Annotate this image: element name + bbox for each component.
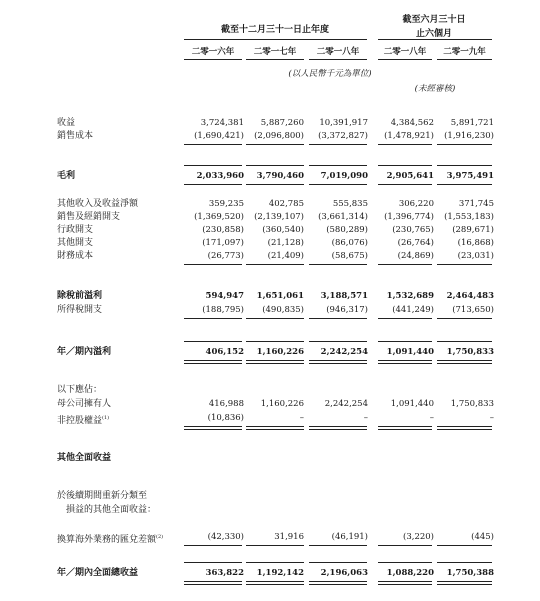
- row-label: [57, 531, 163, 546]
- total-rule: [309, 144, 367, 145]
- column-header-2017: 二零一七年: [253, 47, 297, 57]
- value-cell: 3,790,460: [256, 171, 304, 181]
- value-cell: (1,478,921): [384, 131, 434, 141]
- value-cell: 359,235: [208, 199, 244, 209]
- column-rule: [309, 59, 367, 60]
- total-rule: [309, 360, 367, 361]
- value-cell: 402,785: [268, 199, 304, 209]
- total-rule: [437, 545, 492, 546]
- row-label-text: 收益: [57, 118, 76, 128]
- value-cell: 10,391,917: [319, 118, 368, 128]
- value-cell: 3,975,491: [446, 171, 494, 181]
- subtotal-rule: [184, 562, 242, 563]
- total-rule: [378, 318, 432, 319]
- row-label-text: 所得稅開支: [57, 305, 103, 315]
- row-label-text: 年／期內全面總收益: [57, 568, 139, 578]
- total-rule: [184, 264, 242, 265]
- value-cell: (21,409): [267, 251, 304, 261]
- total-double-rule: [184, 584, 242, 585]
- value-cell: (230,858): [202, 225, 244, 235]
- total-double-rule: [246, 584, 304, 585]
- row-label-text: 其他開支: [57, 238, 94, 248]
- value-cell: 1,192,142: [256, 568, 304, 578]
- total-rule: [437, 144, 492, 145]
- value-cell: (188,795): [202, 305, 244, 315]
- table-row: [0, 170, 540, 182]
- value-cell: (16,868): [457, 238, 494, 248]
- row-label-text: 於後續期間重新分類至: [57, 491, 148, 501]
- table-row: [0, 531, 540, 543]
- subtotal-rule: [378, 165, 432, 166]
- row-label: [57, 398, 111, 410]
- unit-note: (以人民幣千元為單位): [288, 69, 372, 79]
- column-rule: [378, 59, 432, 60]
- value-cell: 31,916: [274, 532, 304, 542]
- value-cell: (1,553,183): [444, 212, 494, 222]
- total-rule: [378, 581, 432, 582]
- column-header-2019-half: 二零一九年: [443, 47, 486, 57]
- total-rule: [246, 360, 304, 361]
- value-cell: 5,887,260: [260, 118, 304, 128]
- row-label-text: 銷售及經銷開支: [57, 212, 121, 222]
- value-cell: (490,835): [262, 305, 304, 315]
- row-label: [57, 290, 102, 302]
- value-cell: (3,220): [403, 532, 434, 542]
- value-cell: 2,242,254: [324, 399, 368, 409]
- value-cell: 3,724,381: [200, 118, 244, 128]
- row-label: [57, 504, 156, 516]
- table-row: [0, 567, 540, 579]
- total-rule: [246, 426, 304, 427]
- value-cell: 306,220: [398, 199, 434, 209]
- value-cell: 1,088,220: [386, 568, 434, 578]
- subtotal-rule: [437, 165, 492, 166]
- row-label: [57, 567, 138, 579]
- value-cell: –: [489, 413, 494, 423]
- row-label-text: 母公司擁有人: [57, 399, 112, 409]
- value-cell: 406,152: [205, 347, 244, 357]
- column-rule: [184, 59, 242, 60]
- value-cell: 1,750,388: [446, 568, 494, 578]
- total-rule: [378, 426, 432, 427]
- total-double-rule: [378, 429, 432, 430]
- total-rule: [437, 264, 492, 265]
- table-row: [0, 490, 540, 502]
- value-cell: 594,947: [205, 291, 244, 301]
- total-rule: [184, 144, 242, 145]
- column-rule: [437, 59, 492, 60]
- table-row: [0, 224, 540, 236]
- value-cell: (1,690,421): [194, 131, 244, 141]
- value-cell: (1,369,520): [194, 212, 244, 222]
- value-cell: (441,249): [392, 305, 434, 315]
- subtotal-rule: [378, 562, 432, 563]
- row-label-text: 其他收入及收益淨額: [57, 199, 139, 209]
- value-cell: (230,765): [392, 225, 434, 235]
- value-cell: (289,671): [452, 225, 494, 235]
- total-rule: [184, 581, 242, 582]
- subtotal-rule: [437, 562, 492, 563]
- row-label: [57, 130, 93, 142]
- row-label: [57, 250, 93, 262]
- value-cell: (26,773): [207, 251, 244, 261]
- subtotal-rule: [378, 341, 432, 342]
- value-cell: (713,650): [452, 305, 494, 315]
- value-cell: (171,097): [202, 238, 244, 248]
- value-cell: (580,289): [326, 225, 368, 235]
- value-cell: (10,836): [207, 413, 244, 423]
- value-cell: (3,372,827): [318, 131, 368, 141]
- total-rule: [437, 426, 492, 427]
- row-label-text: 年／期內溢利: [57, 347, 112, 357]
- total-rule: [184, 184, 242, 185]
- total-rule: [309, 318, 367, 319]
- value-cell: 2,905,641: [386, 171, 434, 181]
- total-rule: [184, 360, 242, 361]
- value-cell: (23,031): [457, 251, 494, 261]
- value-cell: 1,160,226: [260, 399, 304, 409]
- row-label-text: 其他全面收益: [57, 453, 112, 463]
- column-header-2018-half: 二零一八年: [383, 47, 427, 57]
- table-row: [0, 504, 540, 516]
- total-double-rule: [246, 429, 304, 430]
- half-group-title-line1: 截至六月三十日: [402, 15, 466, 25]
- total-double-rule: [378, 584, 432, 585]
- total-rule: [309, 264, 367, 265]
- footnote-marker: (1): [102, 415, 110, 421]
- row-label: [57, 117, 75, 129]
- half-group-title-line2: 止六個月: [415, 29, 452, 39]
- subtotal-rule: [437, 341, 492, 342]
- table-row: [0, 198, 540, 210]
- subtotal-rule: [309, 341, 367, 342]
- total-rule: [378, 144, 432, 145]
- subtotal-rule: [184, 165, 242, 166]
- value-cell: –: [299, 413, 304, 423]
- value-cell: 1,651,061: [256, 291, 304, 301]
- total-rule: [309, 581, 367, 582]
- value-cell: 4,384,562: [390, 118, 434, 128]
- value-cell: (86,076): [331, 238, 368, 248]
- value-cell: 2,242,254: [320, 347, 368, 357]
- row-label: [57, 170, 75, 182]
- value-cell: 3,188,571: [320, 291, 368, 301]
- value-cell: (445): [471, 532, 494, 542]
- total-rule: [184, 426, 242, 427]
- table-row: [0, 117, 540, 129]
- value-cell: 1,160,226: [256, 347, 304, 357]
- row-label: [57, 412, 109, 427]
- row-label: [57, 452, 111, 464]
- table-row: [0, 412, 540, 424]
- value-cell: (360,540): [262, 225, 304, 235]
- row-label: [57, 211, 120, 223]
- total-rule: [309, 545, 367, 546]
- value-cell: 2,033,960: [196, 171, 244, 181]
- total-double-rule: [184, 363, 242, 364]
- subtotal-rule: [309, 562, 367, 563]
- value-cell: (24,869): [397, 251, 434, 261]
- subtotal-rule: [246, 341, 304, 342]
- total-double-rule: [309, 584, 367, 585]
- value-cell: (1,916,230): [444, 131, 494, 141]
- total-rule: [246, 184, 304, 185]
- value-cell: (1,396,774): [384, 212, 434, 222]
- total-rule: [378, 360, 432, 361]
- row-label-text: 非控股權益: [57, 416, 103, 426]
- row-label: [57, 346, 111, 358]
- value-cell: 1,750,833: [450, 399, 494, 409]
- row-label-text: 行政開支: [57, 225, 94, 235]
- value-cell: 5,891,721: [450, 118, 494, 128]
- value-cell: (58,675): [331, 251, 368, 261]
- row-label-text: 毛利: [57, 171, 76, 181]
- total-rule: [309, 184, 367, 185]
- total-double-rule: [309, 429, 367, 430]
- table-row: [0, 237, 540, 249]
- header-rule-half: [378, 39, 492, 40]
- row-label-text: 除稅前溢利: [57, 291, 103, 301]
- value-cell: 371,745: [458, 199, 494, 209]
- row-label: [57, 224, 93, 236]
- table-row: [0, 346, 540, 358]
- total-rule: [246, 545, 304, 546]
- table-row: [0, 452, 540, 464]
- column-header-2016: 二零一六年: [191, 47, 235, 57]
- row-label-text: 銷售成本: [57, 131, 94, 141]
- value-cell: 1,532,689: [386, 291, 434, 301]
- table-row: [0, 211, 540, 223]
- total-rule: [184, 318, 242, 319]
- total-rule: [437, 360, 492, 361]
- value-cell: –: [429, 413, 434, 423]
- value-cell: 363,822: [205, 568, 244, 578]
- header-rule-year: [184, 39, 367, 40]
- value-cell: 416,988: [208, 399, 244, 409]
- total-rule: [184, 545, 242, 546]
- total-double-rule: [246, 363, 304, 364]
- subtotal-rule: [246, 562, 304, 563]
- table-row: [0, 290, 540, 302]
- value-cell: 2,464,483: [446, 291, 494, 301]
- value-cell: (946,317): [326, 305, 368, 315]
- total-rule: [378, 545, 432, 546]
- subtotal-rule: [309, 165, 367, 166]
- row-label: [57, 198, 138, 210]
- row-label: [57, 304, 102, 316]
- total-double-rule: [437, 363, 492, 364]
- total-rule: [246, 144, 304, 145]
- total-rule: [437, 184, 492, 185]
- total-rule: [246, 264, 304, 265]
- table-row: [0, 130, 540, 142]
- row-label-text: 以下應佔：: [57, 385, 103, 395]
- total-double-rule: [309, 363, 367, 364]
- total-rule: [437, 318, 492, 319]
- value-cell: (2,096,800): [254, 131, 304, 141]
- value-cell: 7,019,090: [320, 171, 368, 181]
- table-row: [0, 304, 540, 316]
- total-double-rule: [437, 584, 492, 585]
- table-row: [0, 250, 540, 262]
- value-cell: (3,661,314): [318, 212, 368, 222]
- year-group-title: 截至十二月三十一日止年度: [220, 25, 329, 35]
- total-rule: [246, 318, 304, 319]
- row-label: [57, 384, 102, 396]
- value-cell: 2,196,063: [320, 568, 368, 578]
- value-cell: (2,139,107): [254, 212, 304, 222]
- row-label-text: 財務成本: [57, 251, 94, 261]
- row-label-text: 換算海外業務的匯兌差額: [57, 535, 157, 545]
- row-label-text: 損益的其他全面收益：: [57, 505, 157, 515]
- value-cell: (21,128): [267, 238, 304, 248]
- value-cell: (26,764): [397, 238, 434, 248]
- value-cell: 555,835: [332, 199, 368, 209]
- total-double-rule: [437, 429, 492, 430]
- table-row: [0, 398, 540, 410]
- value-cell: 1,091,440: [386, 347, 434, 357]
- value-cell: (42,330): [207, 532, 244, 542]
- value-cell: 1,750,833: [446, 347, 494, 357]
- subtotal-rule: [246, 165, 304, 166]
- row-label: [57, 237, 93, 249]
- total-rule: [246, 581, 304, 582]
- value-cell: –: [363, 413, 368, 423]
- column-rule: [246, 59, 304, 60]
- value-cell: (46,191): [331, 532, 368, 542]
- total-rule: [378, 264, 432, 265]
- total-double-rule: [378, 363, 432, 364]
- total-rule: [309, 426, 367, 427]
- row-label: [57, 490, 147, 502]
- total-rule: [378, 184, 432, 185]
- footnote-marker: (2): [156, 534, 164, 540]
- table-row: [0, 384, 540, 396]
- subtotal-rule: [184, 341, 242, 342]
- total-double-rule: [184, 429, 242, 430]
- value-cell: 1,091,440: [390, 399, 434, 409]
- column-header-2018: 二零一八年: [316, 47, 360, 57]
- total-rule: [437, 581, 492, 582]
- unaudited-note: (未經審核): [414, 84, 456, 94]
